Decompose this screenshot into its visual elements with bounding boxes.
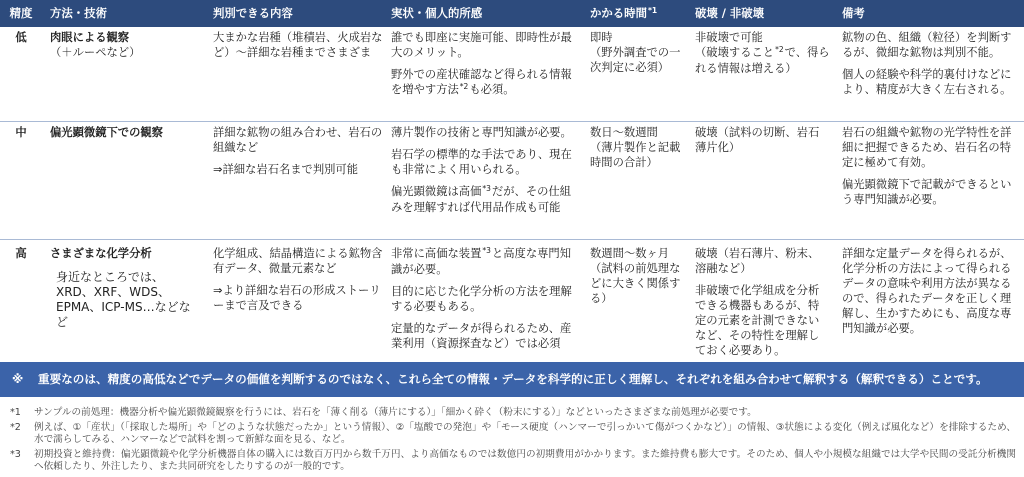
time-note: （試料の前処理などに大きく関係する）: [590, 262, 681, 305]
header-notes: 実状・個人的所感: [391, 6, 483, 20]
banner-marker: ※: [12, 372, 24, 386]
content-paragraph: 大まかな岩種（堆積岩、火成岩など）〜詳細な岩種までさまざま: [213, 31, 383, 59]
footnote-marker: *2: [10, 422, 21, 433]
notes-text: 非常に高価な装置: [391, 247, 482, 260]
destructive-cell: [688, 240, 835, 360]
accuracy-row-medium: [0, 122, 1024, 240]
notes-paragraph: [391, 184, 577, 215]
method-cell: [42, 27, 205, 121]
footnote-marker: *3: [10, 449, 21, 460]
destructive-cell: [688, 122, 835, 239]
destructive-text: （破壊すること: [695, 46, 775, 59]
footnote-ref: *2: [775, 45, 784, 54]
method-cell: [42, 240, 205, 360]
footnote-text: 例えば、①「産状」（「採取した場所」や「どのような状態だったか」という情報）、②「塩酸での発泡」や「モース硬度（ハンマーで引っかいて傷がつくかなど）」の情報、③状態による変化（例えば風化など）を排除するため、水で濡らしてみる、ハンマーなどで試料を割って新鮮な面を見る、など。: [34, 422, 1016, 445]
method-name: 肉眼による観察: [50, 31, 130, 44]
notes-text: も必須。: [469, 83, 515, 96]
notes-cell: [387, 240, 585, 360]
banner-text: 重要なのは、精度の高低などでデータの価値を判断するのではなく、これら全ての情報・データを科学的に正しく理解し、それぞれを組み合わせて解釈する（解釈できる）ことです。: [38, 372, 988, 386]
time-note: （薄片製作と記載時間の合計）: [590, 141, 681, 169]
notes-cell: [387, 122, 585, 239]
time-value: 数週間〜数ヶ月: [590, 247, 670, 260]
notes-paragraph: 岩石学の標準的な手法であり、現在も非常によく用いられる。: [391, 148, 572, 176]
accuracy-row-high: [0, 240, 1024, 360]
footnotes: [0, 407, 1024, 473]
time-value: 即時: [590, 31, 613, 44]
remarks-cell: [835, 240, 1024, 360]
method-note: （＋ルーペなど）: [50, 46, 141, 59]
notes-paragraph: 目的に応じた化学分析の方法を理解する必要もある。: [391, 285, 572, 313]
header-destructive: 破壊 / 非破壊: [695, 6, 765, 20]
notes-text: と高度な専門知識が必要。: [391, 247, 572, 276]
time-value: 数日〜数週間: [590, 126, 658, 139]
footnote-1: [10, 407, 1016, 419]
notes-paragraph: 誰でも即座に実施可能、即時性が最大のメリット。: [391, 31, 572, 59]
header-time: [585, 0, 688, 27]
time-note: （野外調査での一次判定に必須）: [590, 46, 681, 74]
remarks-paragraph: 詳細な定量データを得られるが、化学分析の方法によって得られるデータの意味や利用方法が異なるので、得られたデータを正しく理解し、生かすためにも、高度な専門知識が必要。: [842, 247, 1012, 335]
header-method: 方法・技術: [50, 6, 107, 20]
footnote-ref: *3: [482, 246, 491, 255]
content-paragraph: ⇒より詳細な岩石の形成ストーリーまで言及できる: [213, 284, 381, 312]
remarks-paragraph: 偏光顕微鏡下で記載ができるという専門知識が必要。: [842, 178, 1012, 206]
footnote-ref: *3: [482, 184, 491, 193]
notes-paragraph: 定量的なデータが得られるため、産業利用（資源探査など）では必須: [391, 322, 572, 350]
footnote-2: [10, 422, 1016, 446]
remarks-cell: [835, 122, 1024, 239]
accuracy-level: 高: [15, 247, 27, 260]
remarks-paragraph: 岩石の組織や鉱物の光学特性を詳細に把握できるため、岩石名の特定に極めて有効。: [842, 126, 1012, 169]
method-name: 偏光顕微鏡下での観察: [50, 126, 163, 139]
notes-paragraph: [391, 246, 577, 277]
footnote-text: 初期投資と維持費：偏光顕微鏡や化学分析機器自体の購入には数百万円から数千万円、より高価なものでは数億円の初期費用がかかります。また維持費も膨大です。そのため、個人や小規模な組織では大学や民間の受託分析機関へ依頼したり、外注したり、また共同研究をしたりするのが一般的です。: [34, 449, 1016, 472]
header-accuracy: 精度: [9, 6, 33, 20]
notes-text: 野外での産状確認など得られる情報を増やす方法: [391, 68, 572, 96]
header-content: 判別できる内容: [213, 6, 293, 20]
method-name: さまざまな化学分析: [50, 247, 152, 260]
footnote-text: サンプルの前処理：機器分析や偏光顕微鏡観察を行うには、岩石を「薄く削る（薄片にする）」「細かく砕く（粉末にする）」などといったさまざまな前処理が必要です。: [34, 407, 757, 418]
header-remarks: 備考: [842, 6, 865, 20]
content-paragraph: 詳細な鉱物の組み合わせ、岩石の組織など: [213, 126, 383, 154]
remarks-cell: [835, 27, 1024, 121]
content-cell: [205, 27, 387, 121]
destructive-note: 非破壊で化学組成を分析できる機器もあるが、特定の元素を計測できないなど、その特性を理解しておく必要あり。: [695, 284, 820, 357]
method-cell: [42, 122, 205, 239]
content-cell: [205, 240, 387, 360]
notes-paragraph: [391, 67, 577, 98]
notes-cell: [387, 27, 585, 121]
time-cell: [585, 240, 688, 360]
destructive-value: 破壊（岩石薄片、粉末、溶融など）: [695, 247, 820, 275]
accuracy-row-low: [0, 27, 1024, 122]
time-cell: [585, 122, 688, 239]
footnote-3: [10, 449, 1016, 473]
footnote-ref: *1: [647, 6, 658, 15]
destructive-value: 非破壊で可能: [695, 31, 763, 44]
accuracy-level: 中: [15, 126, 27, 139]
time-cell: [585, 27, 688, 121]
method-note: 身近なところでは、XRD、XRF、WDS、EPMA、ICP-MS…などなど: [56, 270, 191, 329]
notes-paragraph: 薄片製作の技術と専門知識が必要。: [391, 126, 572, 139]
footnote-marker: *1: [10, 407, 21, 418]
header-row: [0, 0, 1024, 27]
footnote-ref: *2: [459, 82, 469, 91]
content-cell: [205, 122, 387, 239]
destructive-value: 破壊（試料の切断、岩石薄片化）: [695, 126, 820, 154]
summary-banner: [0, 362, 1024, 397]
destructive-text: で、得られる情報は増える）: [695, 46, 830, 75]
destructive-cell: [688, 27, 835, 121]
remarks-paragraph: 鉱物の色、組織（粒径）を判断するが、微細な鉱物は判別不能。: [842, 31, 1012, 59]
content-paragraph: 化学組成、結晶構造による鉱物含有データ、微量元素など: [213, 247, 383, 275]
remarks-paragraph: 個人の経験や科学的裏付けなどにより、精度が大きく左右される。: [842, 68, 1012, 96]
notes-text: だが、その仕組みを理解すれば代用品作成も可能: [391, 185, 572, 214]
header-time-label: かかる時間: [590, 6, 647, 20]
notes-text: 偏光顕微鏡は高価: [391, 185, 482, 198]
accuracy-level: 低: [15, 31, 27, 44]
content-paragraph: ⇒詳細な岩石名まで判別可能: [213, 163, 359, 176]
destructive-note: [695, 45, 830, 76]
